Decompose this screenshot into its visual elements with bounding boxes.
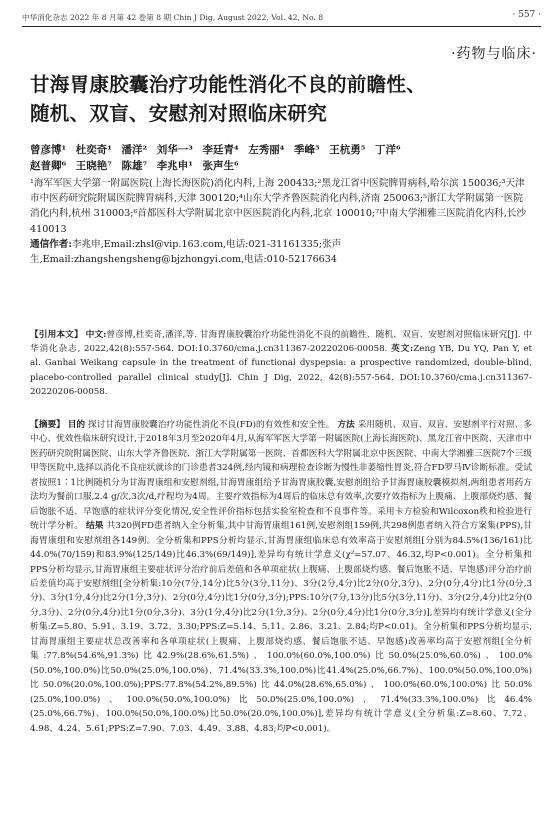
- citation-en-label: 英文:: [391, 344, 414, 355]
- results-text: 共320例FD患者纳入全分析集,其中甘海胃康组161例,安慰剂组159例,共298例患者纳入符合方案集(PPS),甘海胃康组和安慰剂组各149例。全分析集和PPS分析均显示,甘海胃康组临床总有效率高于安慰剂组[分别为84.5%(136/161)比44.0%(70/159)和83.9%(125/149)比46.3%(69/149)],差异均有统计学意义(χ²=57.07、46.32,均P<0.001)。全分析集和PPS分析均显示,甘海胃康组主要症状评分治疗前后差值和各单项症状(上腹痛、上腹部烧灼感、餐后饱胀不适、早饱感)评分治疗前后差值均高于安慰剂组[全分析集:10分(7分,14分)比5分(3分,11分)、3分(2分,4分)比2分(0分,3分)、2分(0分,4分)比1分(0分,3分)、3分(1分,4分)比2分(1分,3分)、2分(0分,4分)比1分(0分,3分);PPS:10分(7分,13分)比5分(3分,11分)、3分(2分,4分)比2分(0分,3分)、2分(0分,4分)比1分(0分,3分)、3分(1分,4分)比2分(1分,3分)、2分(0分,4分)比1分(0分,3分)],差异均有统计学意义(全分析集:Z=5.80、5.91、3.19、3.72、3.30;PPS:Z=5.14、5.11、2.86、3.21、2.84;均P<0.01)。全分析集和PPS分析均显示,甘海胃康组主要症状总改善率和各单项症状(上腹痛、上腹部烧灼感、餐后饱胀不适、早饱感)改善率均高于安慰剂组[全分析集:77.8%(54.6%,91.3%)比42.9%(28.6%,61.5%)、100.0%(60.0%,100.0%)比50.0%(25.0%,60.0%)、100.0%(50.0%,100.0%)比50.0%(25.0%,100.0%)、71.4%(33.3%,100.0%)比41.4%(25.0%,66.7%)、100.0%(50.0%,100.0%)比50.0%(20.0%,100.0%);PPS:77.8%(54.2%,89.5%)比44.0%(28.6%,65.0%)、100.0%(60.0%,100.0%)比50.0%(25.0%,100.0%)、100.0%(50.0%,100.0%)比50.0%(25.0%,100.0%)、71.4%(33.3%,100.0%)比46.4%(25.0%,66.7%)、100.0%(50.0%,100.0%)比50.0%(20.0%,100.0%)],差异均有统计学意义(全分析集:Z=8.60、7.72、4.98、4.24、5.61;PPS:Z=7.90、7.03、4.49、3.88、4.83;均P<0.001)。: [30, 521, 533, 734]
- title-line-2: 随机、双盲、安慰剂对照临床研究: [30, 102, 328, 125]
- corresponding-label: 通信作者:: [30, 238, 72, 250]
- header-rule: [22, 26, 541, 27]
- citation-block: [30, 328, 532, 399]
- abstract-label: 【摘要】: [30, 420, 65, 430]
- running-header: 中华消化杂志 2022 年 8 月第 42 卷第 8 期 Chin J Dig, August 2022, Vol. 42, No. 8: [22, 13, 324, 22]
- citation-label: 【引用本文】: [30, 330, 83, 340]
- affiliation-text: ¹海军军医大学第一附属医院(上海长海医院)消化内科,上海 200433;²黑龙江省中医院脾胃病科,哈尔滨 150036;³天津市中医药研究院附属医院脾胃病科,天津 300120;⁴山东大学齐鲁医院消化内科,济南 250063;⁵浙江大学附属第一医院消化内科,杭州 310003;⁶首都医科大学附属北京中医医院消化内科,北京 100010;⁷中南大学湘雅三医院消化内科,长沙 410013: [30, 178, 526, 235]
- column-label: ·药物与临床·: [451, 46, 537, 62]
- authors-line-1: 曾彦博¹ 杜奕奇¹ 潘洋² 刘华一³ 李廷青⁴ 左秀丽⁴ 季峰⁵ 王杭勇⁵ 丁洋⁶: [30, 144, 401, 156]
- citation-en-text: Zeng YB, Du YQ, Pan Y, et al. Ganhai Weikang capsule in the treatment of functional dyspepsia: a prospective randomized, double-blind, placebo-controlled parallel clinical study[J]. Chin J Dig, 2022, 42(8):557-564. DOI:10.3760/cma.j.cn311367-20220206-00058.: [30, 344, 532, 397]
- citation-cn-text: 曾彦博,杜奕奇,潘洋,等. 甘海胃康胶囊治疗功能性消化不良的前瞻性、随机、双盲、安慰剂对照临床研究[J]. 中华消化杂志, 2022,42(8):557-564. DOI:10.3760/cma.j.cn311367-20220206-00058.: [30, 330, 533, 355]
- title-line-1: 甘海胃康胶囊治疗功能性消化不良的前瞻性、: [30, 73, 427, 96]
- authors-line-2: 赵普卿⁶ 王晓艳⁷ 陈雄⁷ 李兆申¹ 张声生⁶: [30, 160, 239, 172]
- objective-label: 目的: [67, 420, 86, 430]
- citation-cn-label: 中文:: [85, 330, 107, 340]
- abstract: [30, 418, 532, 736]
- objective-text: 探讨甘海胃康胶囊治疗功能性消化不良(FD)的有效性和安全性。: [87, 420, 335, 430]
- methods-text: 采用随机、双盲、双盲、安慰剂平行对照、多中心、优效性临床研究设计,于2018年3月至2020年4月,从海军军医大学第一附属医院(上海长海医院)、黑龙江省中医院、天津市中医药研究院附属医院、山东大学齐鲁医院、浙江大学附属第一医院、首都医科大学附属北京中医医院、中南大学湘雅三医院7个三级甲等医院中,选择以消化不良症状就诊的门诊患者324例,经内镜和病理检查诊断为慢性非萎缩性胃炎,符合FD罗马Ⅳ诊断标准。受试者按照1∶1比例随机分为甘海胃康组和安慰剂组,甘海胃康组给予甘海胃康胶囊,安慰剂组给予甘海胃康胶囊模拟剂,两组患者用药方法均为餐前口服,2.4 g/次,3次/d,疗程均为4周。主要疗效指标为4周后的临床总有效率,次要疗效指标为上腹痛、上腹部烧灼感、餐后饱胀不适、早饱感的症状评分变化情况,安全性评价指标包括实验室检查和不良事件等。采用卡方检验和Wilcoxon秩和检验进行统计学分析。: [30, 420, 532, 532]
- methods-label: 方法: [337, 420, 355, 430]
- page-number: · 557 ·: [512, 10, 541, 20]
- results-label: 结果: [85, 521, 104, 532]
- corresponding-text: 李兆申,Email:zhsl@vip.163.com,电话:021-31161335;张声生,Email:zhangshengsheng@bjzhongyi.com,电话:010-52176634: [30, 238, 342, 266]
- article-title: [30, 70, 510, 128]
- page-header: [22, 10, 541, 24]
- author-list: [30, 142, 540, 174]
- affiliations: [30, 176, 530, 267]
